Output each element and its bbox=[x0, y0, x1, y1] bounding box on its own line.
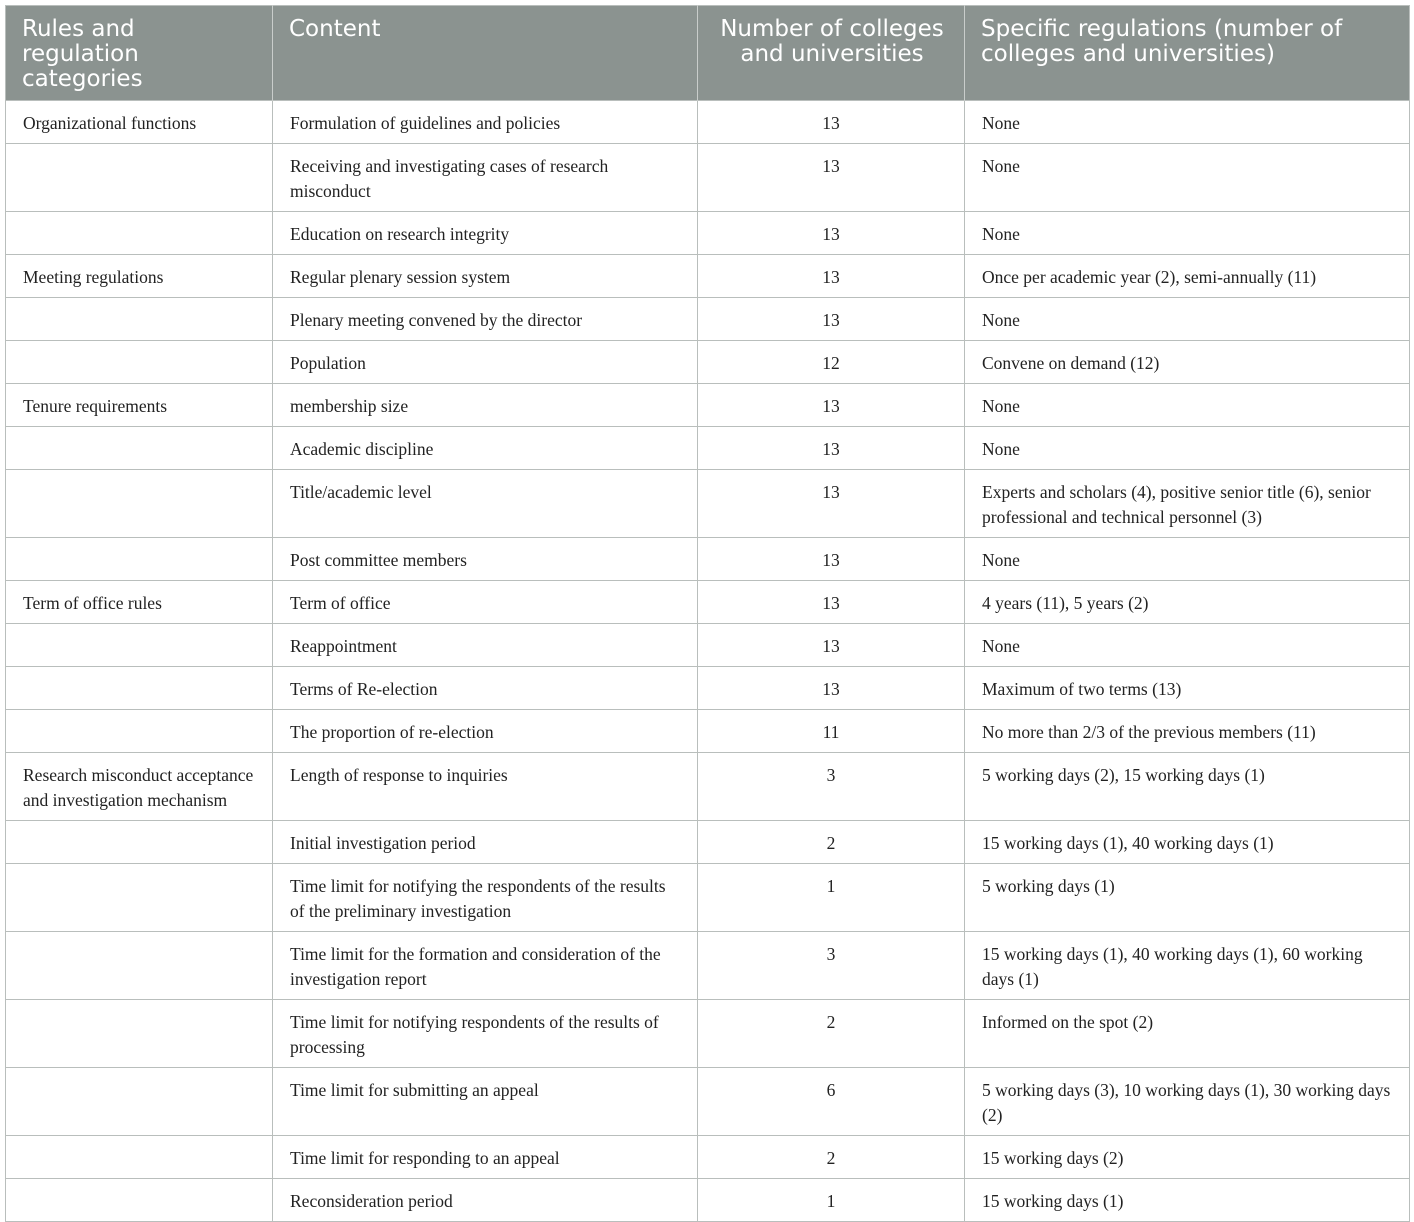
cell-category: Term of office rules bbox=[6, 581, 273, 624]
cell-content: Time limit for submitting an appeal bbox=[273, 1068, 698, 1136]
header-category: Rules and regulation categories bbox=[6, 6, 273, 101]
cell-specific-regulations: Once per academic year (2), semi-annually (11) bbox=[965, 255, 1410, 298]
cell-specific-regulations: None bbox=[965, 427, 1410, 470]
cell-specific-regulations: 15 working days (1), 40 working days (1) bbox=[965, 821, 1410, 864]
cell-specific-regulations: Experts and scholars (4), positive senior title (6), senior professional and technical personnel (3) bbox=[965, 470, 1410, 538]
cell-count: 13 bbox=[698, 667, 965, 710]
cell-specific-regulations: None bbox=[965, 624, 1410, 667]
cell-category bbox=[6, 710, 273, 753]
cell-specific-regulations: None bbox=[965, 384, 1410, 427]
cell-category bbox=[6, 427, 273, 470]
cell-category bbox=[6, 624, 273, 667]
cell-specific-regulations: No more than 2/3 of the previous members (11) bbox=[965, 710, 1410, 753]
cell-specific-regulations: 4 years (11), 5 years (2) bbox=[965, 581, 1410, 624]
cell-category bbox=[6, 667, 273, 710]
table-row bbox=[6, 753, 1410, 821]
cell-count: 12 bbox=[698, 341, 965, 384]
cell-count: 13 bbox=[698, 427, 965, 470]
header-specific-regulations: Specific regulations (number of colleges and universities) bbox=[965, 6, 1410, 101]
cell-count: 11 bbox=[698, 710, 965, 753]
table-row bbox=[6, 1136, 1410, 1179]
cell-specific-regulations: 5 working days (3), 10 working days (1), 30 working days (2) bbox=[965, 1068, 1410, 1136]
cell-specific-regulations: None bbox=[965, 538, 1410, 581]
cell-content: Plenary meeting convened by the director bbox=[273, 298, 698, 341]
table-body bbox=[6, 101, 1410, 1222]
table-row bbox=[6, 581, 1410, 624]
cell-category bbox=[6, 1068, 273, 1136]
cell-category bbox=[6, 1136, 273, 1179]
cell-specific-regulations: None bbox=[965, 298, 1410, 341]
cell-count: 13 bbox=[698, 101, 965, 144]
table-row bbox=[6, 101, 1410, 144]
cell-category bbox=[6, 932, 273, 1000]
table-row bbox=[6, 1179, 1410, 1222]
table-header bbox=[6, 6, 1410, 101]
cell-content: Receiving and investigating cases of research misconduct bbox=[273, 144, 698, 212]
table-row bbox=[6, 821, 1410, 864]
cell-count: 13 bbox=[698, 384, 965, 427]
cell-content: Term of office bbox=[273, 581, 698, 624]
cell-count: 13 bbox=[698, 538, 965, 581]
cell-count: 13 bbox=[698, 581, 965, 624]
table-row bbox=[6, 538, 1410, 581]
cell-content: Academic discipline bbox=[273, 427, 698, 470]
cell-specific-regulations: Informed on the spot (2) bbox=[965, 1000, 1410, 1068]
cell-count: 13 bbox=[698, 624, 965, 667]
table-row bbox=[6, 470, 1410, 538]
cell-count: 13 bbox=[698, 255, 965, 298]
cell-content: Length of response to inquiries bbox=[273, 753, 698, 821]
cell-category bbox=[6, 538, 273, 581]
regulations-table bbox=[5, 5, 1410, 1222]
table-row bbox=[6, 1068, 1410, 1136]
cell-category bbox=[6, 212, 273, 255]
table-row bbox=[6, 212, 1410, 255]
cell-content: Title/academic level bbox=[273, 470, 698, 538]
cell-content: The proportion of re-election bbox=[273, 710, 698, 753]
cell-content: Time limit for the formation and consideration of the investigation report bbox=[273, 932, 698, 1000]
cell-content: Post committee members bbox=[273, 538, 698, 581]
cell-category: Organizational functions bbox=[6, 101, 273, 144]
cell-content: Education on research integrity bbox=[273, 212, 698, 255]
cell-category bbox=[6, 298, 273, 341]
cell-count: 2 bbox=[698, 1136, 965, 1179]
table-row bbox=[6, 1000, 1410, 1068]
table-row bbox=[6, 144, 1410, 212]
header-row bbox=[6, 6, 1410, 101]
table-row bbox=[6, 624, 1410, 667]
cell-category: Meeting regulations bbox=[6, 255, 273, 298]
cell-content: Time limit for responding to an appeal bbox=[273, 1136, 698, 1179]
cell-count: 2 bbox=[698, 821, 965, 864]
cell-content: Initial investigation period bbox=[273, 821, 698, 864]
cell-count: 2 bbox=[698, 1000, 965, 1068]
table-row bbox=[6, 255, 1410, 298]
cell-specific-regulations: None bbox=[965, 101, 1410, 144]
cell-category bbox=[6, 144, 273, 212]
cell-specific-regulations: 5 working days (1) bbox=[965, 864, 1410, 932]
cell-category bbox=[6, 864, 273, 932]
cell-content: Formulation of guidelines and policies bbox=[273, 101, 698, 144]
cell-category: Research misconduct acceptance and investigation mechanism bbox=[6, 753, 273, 821]
regulations-table-wrapper bbox=[5, 5, 1409, 1222]
cell-specific-regulations: Convene on demand (12) bbox=[965, 341, 1410, 384]
cell-content: Regular plenary session system bbox=[273, 255, 698, 298]
cell-category bbox=[6, 821, 273, 864]
table-row bbox=[6, 384, 1410, 427]
cell-content: Population bbox=[273, 341, 698, 384]
cell-specific-regulations: None bbox=[965, 212, 1410, 255]
cell-specific-regulations: 15 working days (1), 40 working days (1), 60 working days (1) bbox=[965, 932, 1410, 1000]
cell-content: membership size bbox=[273, 384, 698, 427]
cell-content: Reconsideration period bbox=[273, 1179, 698, 1222]
cell-count: 13 bbox=[698, 212, 965, 255]
cell-count: 3 bbox=[698, 932, 965, 1000]
cell-count: 6 bbox=[698, 1068, 965, 1136]
cell-count: 13 bbox=[698, 144, 965, 212]
table-row bbox=[6, 298, 1410, 341]
header-count: Number of colleges and universities bbox=[698, 6, 965, 101]
cell-specific-regulations: 15 working days (1) bbox=[965, 1179, 1410, 1222]
cell-content: Time limit for notifying respondents of the results of processing bbox=[273, 1000, 698, 1068]
cell-count: 13 bbox=[698, 470, 965, 538]
cell-count: 3 bbox=[698, 753, 965, 821]
cell-specific-regulations: Maximum of two terms (13) bbox=[965, 667, 1410, 710]
cell-specific-regulations: 15 working days (2) bbox=[965, 1136, 1410, 1179]
cell-category bbox=[6, 470, 273, 538]
cell-category bbox=[6, 1000, 273, 1068]
table-row bbox=[6, 341, 1410, 384]
cell-content: Reappointment bbox=[273, 624, 698, 667]
cell-content: Time limit for notifying the respondents of the results of the preliminary investigation bbox=[273, 864, 698, 932]
cell-count: 13 bbox=[698, 298, 965, 341]
cell-category: Tenure requirements bbox=[6, 384, 273, 427]
cell-content: Terms of Re-election bbox=[273, 667, 698, 710]
table-row bbox=[6, 427, 1410, 470]
cell-specific-regulations: 5 working days (2), 15 working days (1) bbox=[965, 753, 1410, 821]
cell-category bbox=[6, 1179, 273, 1222]
cell-specific-regulations: None bbox=[965, 144, 1410, 212]
table-row bbox=[6, 667, 1410, 710]
table-row bbox=[6, 932, 1410, 1000]
cell-count: 1 bbox=[698, 1179, 965, 1222]
header-content: Content bbox=[273, 6, 698, 101]
cell-count: 1 bbox=[698, 864, 965, 932]
table-row bbox=[6, 710, 1410, 753]
table-row bbox=[6, 864, 1410, 932]
cell-category bbox=[6, 341, 273, 384]
